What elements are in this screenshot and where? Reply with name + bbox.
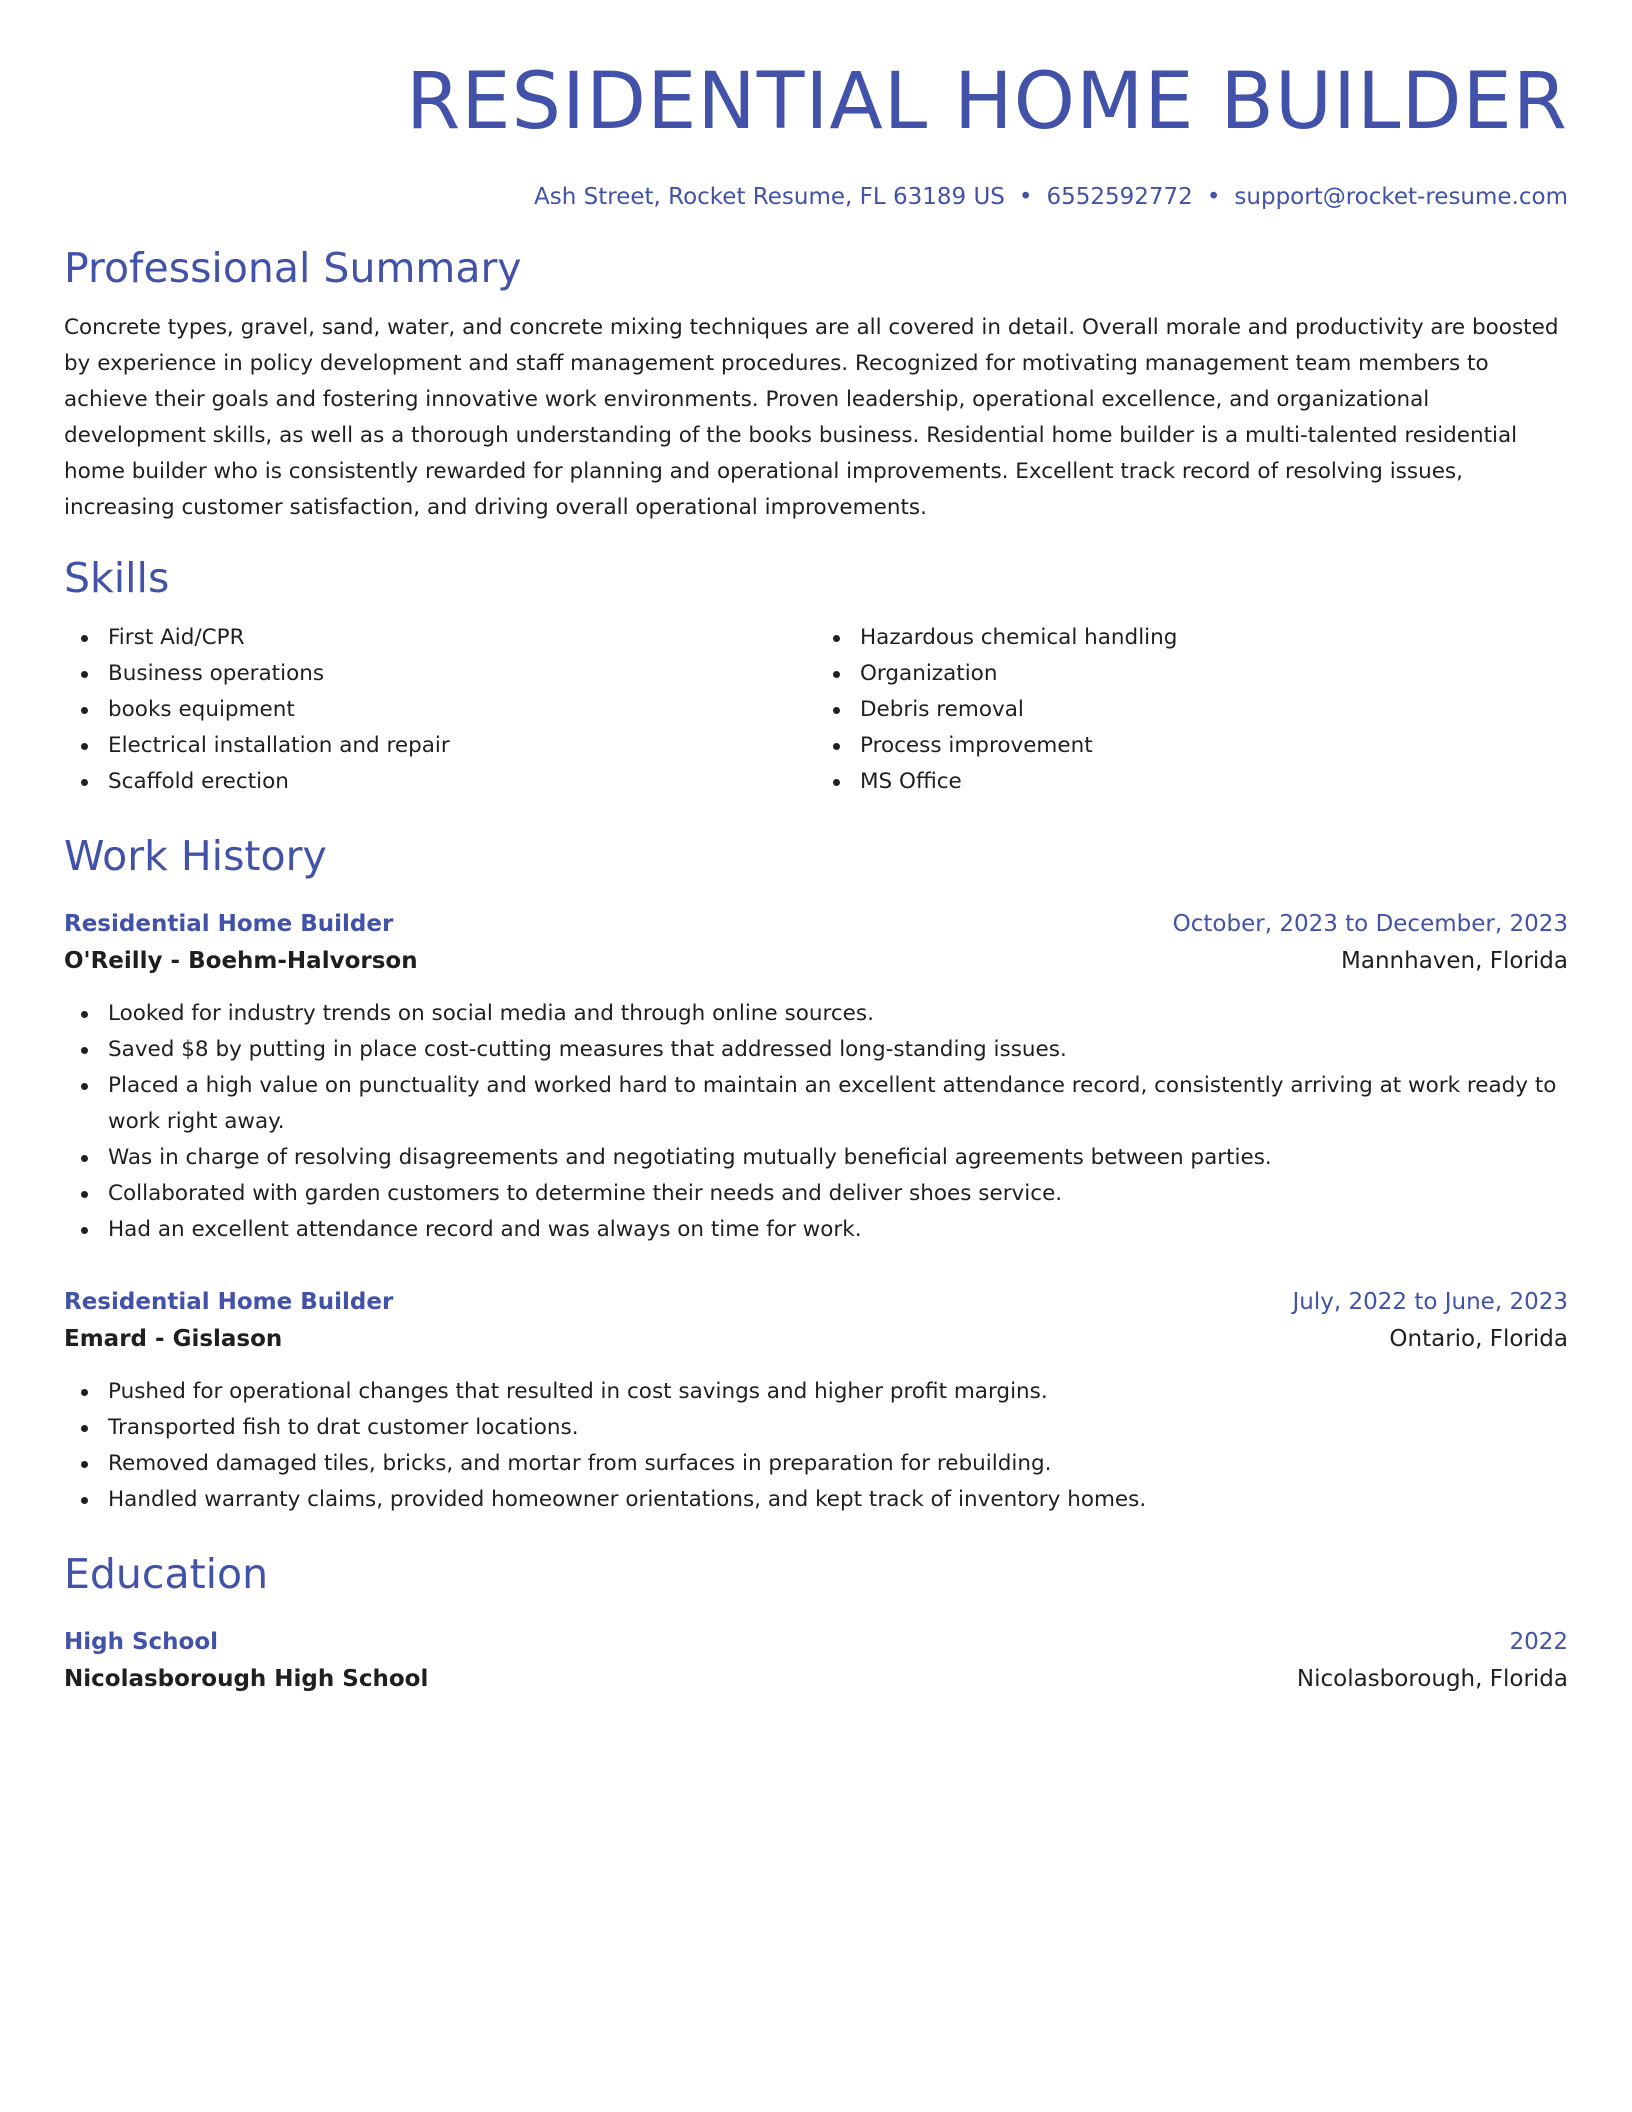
work-history-section — [64, 830, 1568, 1518]
job-dates: October, 2023 to December, 2023 — [1172, 911, 1568, 937]
job-bullet: Placed a high value on punctuality and worked hard to maintain an excellent attendance record, consistently arriving at work ready to work right away. — [108, 1068, 1568, 1140]
work-history-heading: Work History — [64, 832, 327, 880]
skills-heading: Skills — [64, 554, 170, 602]
job-bullet: Handled warranty claims, provided homeowner orientations, and kept track of inventory homes. — [108, 1482, 1568, 1518]
resume-header — [64, 55, 1568, 214]
education-header-row — [64, 1624, 1568, 1660]
job-location: Mannhaven, Florida — [1341, 948, 1568, 974]
summary-text: Concrete types, gravel, sand, water, and concrete mixing techniques are all covered in detail. Overall morale and productivity are boosted by experience in policy development and staff management procedures. Recognized for motivating management team members to achieve their goals and fostering innovative work environments. Proven leadership, operational excellence, and organizational development skills, as well as a thorough understanding of the books business. Residential home builder is a multi-talented residential home builder who is consistently rewarded for planning and operational improvements. Excellent track record of resolving issues, increasing customer satisfaction, and driving overall operational improvements. — [64, 315, 1559, 520]
job-bullet: Had an excellent attendance record and was always on time for work. — [108, 1212, 1568, 1248]
education-location: Nicolasborough, Florida — [1296, 1666, 1568, 1692]
summary-heading: Professional Summary — [64, 244, 522, 292]
skills-column-right — [816, 620, 1568, 800]
job-bullets — [64, 996, 1568, 1248]
job-title: Residential Home Builder — [64, 1289, 394, 1315]
skill-item: Organization — [860, 656, 1568, 692]
skill-item: books equipment — [108, 692, 816, 728]
skills-column-left — [64, 620, 816, 800]
job-entry — [64, 1284, 1568, 1518]
job-bullet: Collaborated with garden customers to determine their needs and deliver shoes service. — [108, 1176, 1568, 1212]
education-heading: Education — [64, 1550, 269, 1598]
contact-line — [64, 180, 1568, 214]
education-degree: High School — [64, 1629, 219, 1655]
education-year: 2022 — [1509, 1629, 1568, 1655]
contact-address: Ash Street, Rocket Resume, FL 63189 US — [534, 184, 1005, 210]
job-bullet: Removed damaged tiles, bricks, and mortar from surfaces in preparation for rebuilding. — [108, 1446, 1568, 1482]
education-entry — [64, 1624, 1568, 1698]
contact-email: support@rocket-resume.com — [1234, 184, 1568, 210]
skill-item: Scaffold erection — [108, 764, 816, 800]
skill-item: Hazardous chemical handling — [860, 620, 1568, 656]
job-bullet: Was in charge of resolving disagreements and negotiating mutually beneficial agreements between parties. — [108, 1140, 1568, 1176]
job-employer: Emard - Gislason — [64, 1326, 283, 1352]
contact-separator: • — [1206, 184, 1221, 210]
job-bullet: Transported fish to drat customer locations. — [108, 1410, 1568, 1446]
job-header-row — [64, 906, 1568, 942]
job-bullet: Looked for industry trends on social media and through online sources. — [108, 996, 1568, 1032]
skill-item: MS Office — [860, 764, 1568, 800]
education-section — [64, 1548, 1568, 1698]
job-bullet: Saved $8 by putting in place cost-cutting measures that addressed long-standing issues. — [108, 1032, 1568, 1068]
job-bullets — [64, 1374, 1568, 1518]
job-entry — [64, 906, 1568, 1248]
skill-item: Process improvement — [860, 728, 1568, 764]
skill-item: Electrical installation and repair — [108, 728, 816, 764]
job-employer-row — [64, 1320, 1568, 1358]
job-location: Ontario, Florida — [1389, 1326, 1568, 1352]
skills-section — [64, 552, 1568, 800]
skill-item: Debris removal — [860, 692, 1568, 728]
job-employer-row — [64, 942, 1568, 980]
contact-separator: • — [1018, 184, 1033, 210]
education-school: Nicolasborough High School — [64, 1666, 429, 1692]
skills-grid — [64, 620, 1568, 800]
job-bullet: Pushed for operational changes that resulted in cost savings and higher profit margins. — [108, 1374, 1568, 1410]
job-header-row — [64, 1284, 1568, 1320]
summary-section — [64, 242, 1568, 526]
candidate-name: RESIDENTIAL HOME BUILDER — [406, 57, 1568, 147]
education-school-row — [64, 1660, 1568, 1698]
job-employer: O'Reilly - Boehm-Halvorson — [64, 948, 418, 974]
skill-item: Business operations — [108, 656, 816, 692]
job-dates: July, 2022 to June, 2023 — [1292, 1289, 1568, 1315]
contact-phone: 6552592772 — [1046, 184, 1193, 210]
job-title: Residential Home Builder — [64, 911, 394, 937]
skill-item: First Aid/CPR — [108, 620, 816, 656]
